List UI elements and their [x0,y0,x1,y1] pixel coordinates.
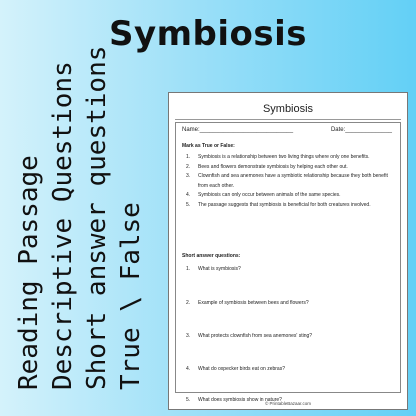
list-item: 3. Clownfish and sea anemones have a symbiotic relationship because they both benefit from each other. [186,173,388,189]
worksheet-title: Symbiosis [262,103,314,115]
side-label-descriptive-questions: Descriptive Questions [48,61,78,390]
tf-item-text: Symbiosis is a relationship between two living things where only one benefits. [198,154,370,160]
sa-item-text: What do oxpecker birds eat on zebras? [198,366,285,372]
list-item: 5. What does symbiosis show in nature? [186,397,282,403]
short-answer-heading: Short answer questions: [182,253,241,259]
sa-item-text: What does symbiosis show in nature? [198,397,282,403]
list-item: 4. What do oxpecker birds eat on zebras? [186,366,285,372]
sa-item-text: What protects clownfish from sea anemones' sting? [198,333,313,339]
list-item: 3. What protects clownfish from sea anemones' sting? [186,333,313,339]
side-label-reading-passage: Reading Passage [14,155,44,390]
title-divider [175,119,401,120]
worksheet-preview [168,92,408,410]
tf-item-text: Clownfish and sea anemones have a symbiotic relationship because they both benefit from each other. [198,173,388,189]
list-item: 4. Symbiosis can only occur between animals of the same species. [186,192,341,198]
name-field-label: Name:____________________________ [182,127,294,133]
date-field-label: Date:______________ [330,127,392,133]
true-false-heading: Mark as True or False: [182,143,235,149]
worksheet-footer: © PrintableBazaar.com [264,401,312,406]
sa-item-text: What is symbiosis? [198,266,241,272]
tf-item-text: The passage suggests that symbiosis is beneficial for both creatures involved. [198,201,371,208]
list-item: 1. Symbiosis is a relationship between two living things where only one benefits. [186,154,370,160]
tf-item-text: Bees and flowers demonstrate symbiosis by helping each other out. [198,163,348,170]
list-item: 2. Example of symbiosis between bees and flowers? [186,300,309,306]
sa-item-text: Example of symbiosis between bees and flowers? [198,300,309,306]
worksheet-frame [175,122,401,403]
tf-item-text: Symbiosis can only occur between animals of the same species. [198,192,341,198]
product-title: Symbiosis [108,14,308,54]
list-item: 1. What is symbiosis? [186,266,241,272]
list-item: 2. Bees and flowers demonstrate symbiosis by helping each other out. [186,163,348,170]
side-label-short-answer-questions: Short answer questions [82,45,112,390]
side-label-true-false: True \ False [116,202,146,390]
list-item: 5. The passage suggests that symbiosis is beneficial for both creatures involved. [186,201,371,208]
true-false-list [182,153,392,210]
